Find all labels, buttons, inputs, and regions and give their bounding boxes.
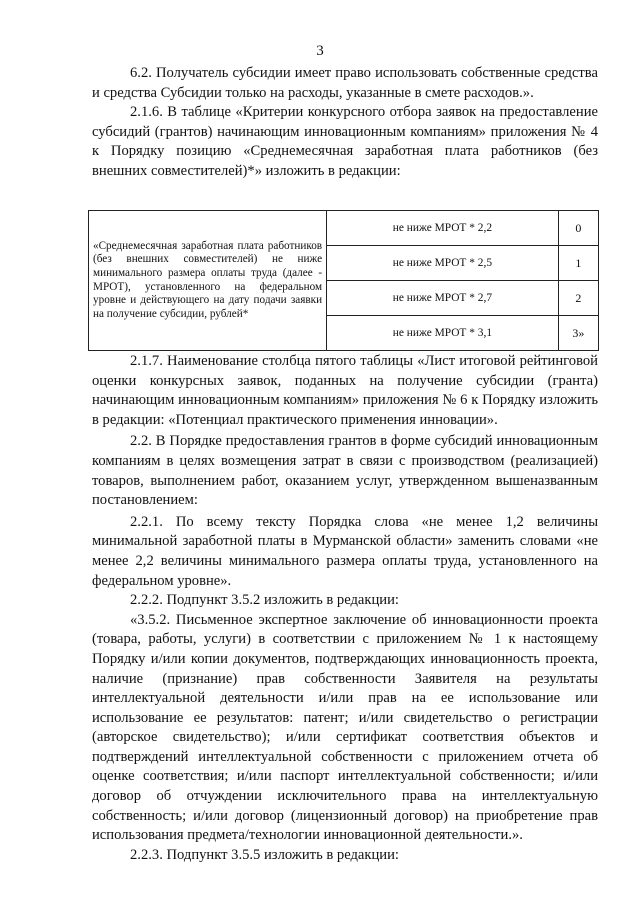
paragraph-2-2-3: 2.2.3. Подпункт 3.5.5 изложить в редакции: <box>130 846 399 863</box>
score-cell: 2 <box>558 281 598 316</box>
text-block-bottom <box>92 352 598 865</box>
criterion-cell: «Среднемесячная заработная плата работников (без внешних совместителей) не ниже минимального размера оплаты труда (далее - МРОТ), установленного на федеральном уровне и действующего на дату подачи заявки на получение субсидии, рублей* <box>89 211 327 351</box>
value-cell: не ниже МРОТ * 2,2 <box>327 211 559 246</box>
paragraph-2-2-2: 2.2.2. Подпункт 3.5.2 изложить в редакции: <box>130 592 399 609</box>
page-number: 3 <box>316 43 324 59</box>
paragraph-2-2: 2.2. В Порядке предоставления грантов в форме субсидий инновационным компаниям в целях возмещения затрат в связи с производством (реализацией) товаров, выполнением работ, оказанием услуг, утвержденном вышеназванным постановлением: <box>92 433 598 509</box>
value-cell: не ниже МРОТ * 2,7 <box>327 281 559 316</box>
score-cell: 0 <box>558 211 598 246</box>
criteria-table <box>88 210 599 351</box>
score-cell: 1 <box>558 246 598 281</box>
paragraph-2-2-1: 2.2.1. По всему тексту Порядка слова «не менее 1,2 величины минимальной заработной платы в Мурманской области» заменить словами «не менее 2,2 величины минимального размера оплаты труда, установленного на федеральном уровне». <box>92 513 598 589</box>
value-cell: не ниже МРОТ * 2,5 <box>327 246 559 281</box>
value-cell: не ниже МРОТ * 3,1 <box>327 316 559 351</box>
score-cell: 3» <box>558 316 598 351</box>
paragraph-6-2: 6.2. Получатель субсидии имеет право использовать собственные средства и средства Субсидии только на расходы, указанные в смете расходов.». <box>92 65 598 101</box>
text-block-top <box>92 64 598 182</box>
paragraph-2-1-6: 2.1.6. В таблице «Критерии конкурсного отбора заявок на предоставление субсидий (грантов) начинающим инновационным компаниям» приложения № 4 к Порядку позицию «Среднемесячная заработная плата работников (без внешних совместителей)*» изложить в редакции: <box>92 104 598 179</box>
paragraph-2-1-7: 2.1.7. Наименование столбца пятого таблицы «Лист итоговой рейтинговой оценки конкурсных заявок, поданных на получение субсидии (гранта) начинающим инновационным компаниям» приложения № 6 к Порядку изложить в редакции: «Потенциал практического применения инновации». <box>92 353 598 428</box>
paragraph-3-5-2: «3.5.2. Письменное экспертное заключение об инновационности проекта (товара, работы, услуги) в соответствии с приложением № 1 к настоящему Порядку и/или копии документов, подтверждающих инновационность проекта, наличие (признание) прав собственности Заявителя на результаты интеллектуальной деятельности и/или прав на ее использование или использование ее результатов: патент; и/или свидетельство о регистрации (авторское свидетельство); и/или сертификат соответствия объектов и подтверждений интеллектуальной собственности с приложением отчета об оценке соответствия; и/или паспорт интеллектуальной собственности; и/или договор об отчуждении исключительного права на интеллектуальную собственность; и/или договор (лицензионный договор) на приобретение прав использования предмета/технологии инновационной деятельности.». <box>92 611 598 844</box>
table-row <box>89 211 599 246</box>
